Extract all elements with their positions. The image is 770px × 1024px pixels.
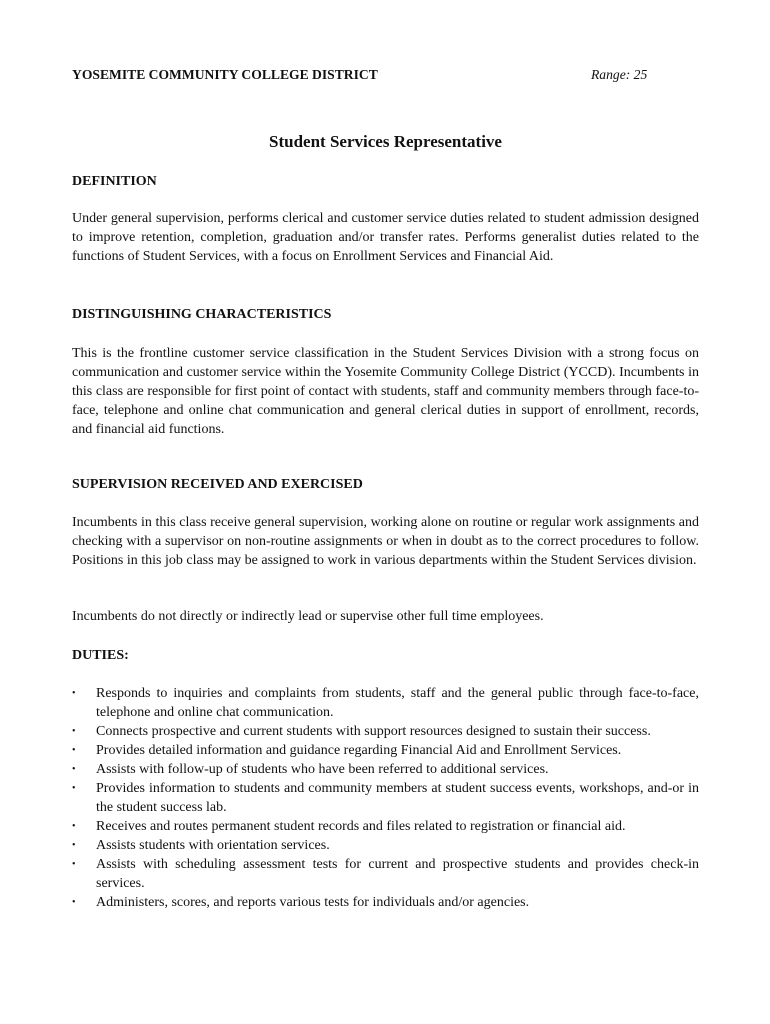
bullet-icon: •: [72, 897, 76, 908]
list-item: [72, 722, 699, 741]
list-item: [72, 817, 699, 836]
supervision-lead-text: Incumbents do not directly or indirectly lead or supervise other full time employees.: [72, 609, 544, 624]
list-item: [72, 855, 699, 893]
bullet-icon: •: [72, 840, 76, 851]
distinguishing-text: This is the frontline customer service classification in the Student Services Division with a strong focus on communication and customer service within the Yosemite Community College District (YCCD). Incumbents in this class are responsible for first point of contact with students, staff and community members through face-to-face, telephone and online chat communication and general clerical duties in support of enrollment, records, and financial aid functions.: [72, 346, 699, 437]
bullet-icon: •: [72, 783, 76, 794]
bullet-icon: •: [72, 859, 76, 870]
bullet-icon: •: [72, 726, 76, 737]
duty-text: Provides information to students and community members at student success events, workshops, and-or in the student success lab.: [96, 781, 699, 815]
definition-text: Under general supervision, performs clerical and customer service duties related to student admission designed to improve retention, completion, graduation and/or transfer rates. Performs generalist duties related to the functions of Student Services, with a focus on Enrollment Services and Financial Aid.: [72, 211, 699, 264]
duty-text: Provides detailed information and guidance regarding Financial Aid and Enrollment Services.: [96, 743, 622, 758]
duty-text: Administers, scores, and reports various tests for individuals and/or agencies.: [96, 895, 530, 910]
duty-text: Assists with scheduling assessment tests for current and prospective students and provides check-in services.: [96, 857, 699, 891]
duties-heading: DUTIES:: [72, 648, 129, 663]
bullet-icon: •: [72, 745, 76, 756]
bullet-icon: •: [72, 764, 76, 775]
list-item: [72, 741, 699, 760]
list-item: [72, 760, 699, 779]
document-title: Student Services Representative: [269, 132, 502, 151]
duty-text: Connects prospective and current students with support resources designed to sustain their success.: [96, 724, 651, 739]
supervision-heading: SUPERVISION RECEIVED AND EXERCISED: [72, 477, 363, 492]
list-item: [72, 684, 699, 722]
definition-heading: DEFINITION: [72, 174, 157, 189]
list-item: [72, 836, 699, 855]
distinguishing-heading: DISTINGUISHING CHARACTERISTICS: [72, 307, 332, 322]
list-item: [72, 779, 699, 817]
duties-list: [72, 684, 699, 912]
duty-text: Receives and routes permanent student records and files related to registration or financial aid.: [96, 819, 626, 834]
supervision-text: Incumbents in this class receive general supervision, working alone on routine or regular work assignments and checking with a supervisor on non-routine assignments or when in doubt as to the correct procedures to follow. Positions in this job class may be assigned to work in various departments within the Student Services division.: [72, 515, 699, 568]
duty-text: Responds to inquiries and complaints from students, staff and the general public through face-to-face, telephone and online chat communication.: [96, 686, 699, 720]
bullet-icon: •: [72, 688, 76, 699]
salary-range: Range: 25: [591, 67, 648, 82]
duty-text: Assists with follow-up of students who have been referred to additional services.: [96, 762, 549, 777]
organization-name: YOSEMITE COMMUNITY COLLEGE DISTRICT: [72, 67, 378, 82]
duty-text: Assists students with orientation services.: [96, 838, 330, 853]
list-item: [72, 893, 699, 912]
bullet-icon: •: [72, 821, 76, 832]
